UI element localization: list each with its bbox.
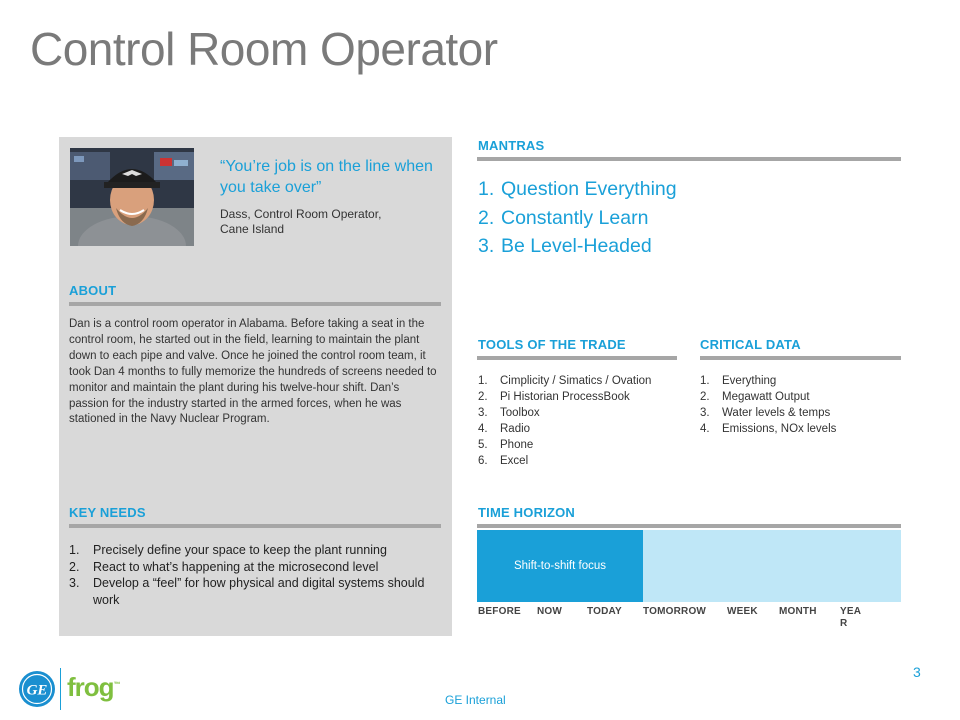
list-item: [478, 405, 678, 421]
list-item-text: Cimplicity / Simatics / Ovation: [500, 375, 652, 387]
mantras-rule: [477, 157, 901, 161]
ge-logo: [18, 670, 56, 708]
list-item-number: 4.: [478, 423, 488, 435]
list-item-number: 3.: [478, 407, 488, 419]
ge-logo-text: GE: [26, 682, 48, 699]
time-horizon-tick: BEFORE: [478, 606, 521, 617]
attribution-line-2: Cane Island: [220, 222, 285, 236]
key-needs-heading: KEY NEEDS: [69, 505, 146, 520]
page-number: 3: [913, 664, 921, 680]
list-item-number: 6.: [478, 455, 488, 467]
list-item-number: 2.: [700, 391, 710, 403]
persona-quote: “You’re job is on the line when you take over”: [220, 158, 433, 196]
list-item-number: 3.: [700, 407, 710, 419]
list-item: [69, 559, 441, 576]
list-item: [478, 373, 678, 389]
list-item-text: Emissions, NOx levels: [722, 423, 837, 435]
list-item: [478, 204, 898, 233]
persona-photo-image: [70, 148, 194, 246]
time-horizon-tick: TODAY: [587, 606, 622, 617]
footer-classification: GE Internal: [445, 693, 506, 707]
list-item-number: 4.: [700, 423, 710, 435]
frog-logo: [67, 672, 120, 703]
time-horizon-rule: [477, 524, 901, 528]
persona-attribution: [220, 207, 440, 237]
list-item-text: Be Level-Headed: [501, 235, 652, 257]
frog-trademark: ™: [113, 681, 120, 689]
logo-divider: [60, 668, 61, 710]
list-item: [478, 437, 678, 453]
list-item-text: Constantly Learn: [501, 206, 649, 229]
list-item-text: Water levels & temps: [722, 407, 831, 419]
list-item: [478, 389, 678, 405]
list-item: [700, 373, 900, 389]
list-item-text: Megawatt Output: [722, 391, 810, 403]
critical-data-heading: CRITICAL DATA: [700, 337, 801, 352]
frog-logo-text: frog: [67, 672, 114, 702]
list-item-number: 1.: [478, 375, 488, 387]
list-item-text: Radio: [500, 423, 531, 435]
list-item: [700, 389, 900, 405]
list-item-number: 1.: [700, 375, 710, 387]
mantras-list: [478, 175, 898, 261]
list-item-text: Excel: [500, 455, 529, 467]
time-horizon-heading: TIME HORIZON: [478, 505, 576, 520]
about-heading: ABOUT: [69, 283, 117, 298]
time-horizon-focus-label: Shift-to-shift focus: [513, 560, 607, 572]
list-item: [478, 421, 678, 437]
critical-data-rule: [700, 356, 901, 360]
list-item-text: Toolbox: [500, 407, 540, 419]
about-rule: [69, 302, 441, 306]
list-item-text: Phone: [500, 439, 534, 451]
mantras-heading: MANTRAS: [478, 138, 545, 153]
list-item: [69, 542, 441, 559]
list-item: [700, 405, 900, 421]
list-item: [69, 575, 441, 608]
persona-photo: [70, 148, 194, 246]
list-item-number: 2.: [69, 559, 80, 574]
list-item-text: Everything: [722, 375, 777, 387]
list-item-number: 5.: [478, 439, 488, 451]
attribution-line-1: Dass, Control Room Operator,: [220, 207, 382, 221]
list-item: [700, 421, 900, 437]
list-item: [478, 232, 898, 261]
key-needs-list: [69, 542, 441, 608]
list-item-number: 1.: [69, 543, 80, 557]
time-horizon-tick: MONTH: [779, 606, 817, 617]
critical-data-list: [700, 373, 900, 437]
time-horizon-tick: YEAR: [840, 606, 862, 629]
list-item-number: 3.: [69, 576, 80, 590]
list-item-number: 3.: [478, 235, 495, 257]
list-item-text: Develop a “feel” for how physical and digital systems should work: [93, 576, 425, 607]
list-item-text: Question Everything: [501, 178, 677, 200]
list-item: [478, 175, 898, 204]
list-item-text: Precisely define your space to keep the plant running: [93, 543, 387, 557]
about-text: Dan is a control room operator in Alabama. Before taking a seat in the control room, he started out in the field, learning to maintain the plant down to each pipe and valve. Once he joined the control room team, it took Dan 4 months to fully memorize the hundreds of screens needed to monitor and maintain the plant during his twelve-hour shift. Dan’s passion for the industry started in the armed forces, when he was stationed in the Navy Nuclear Program.: [69, 318, 437, 426]
key-needs-rule: [69, 524, 441, 528]
tools-rule: [477, 356, 677, 360]
list-item-number: 2.: [478, 206, 495, 229]
list-item-text: Pi Historian ProcessBook: [500, 391, 630, 403]
time-horizon-focus: [477, 530, 643, 602]
list-item-text: React to what’s happening at the microsecond level: [93, 559, 379, 574]
list-item: [478, 453, 678, 469]
list-item-number: 1.: [478, 178, 495, 200]
tools-heading: TOOLS OF THE TRADE: [478, 337, 626, 352]
time-horizon-tick: WEEK: [727, 606, 758, 617]
tools-list: [478, 373, 678, 469]
time-horizon-tick: TOMORROW: [643, 606, 707, 617]
list-item-number: 2.: [478, 391, 488, 403]
time-horizon-tick: NOW: [537, 606, 563, 617]
ge-logo-icon: [18, 670, 56, 708]
page-title: Control Room Operator: [30, 23, 498, 75]
